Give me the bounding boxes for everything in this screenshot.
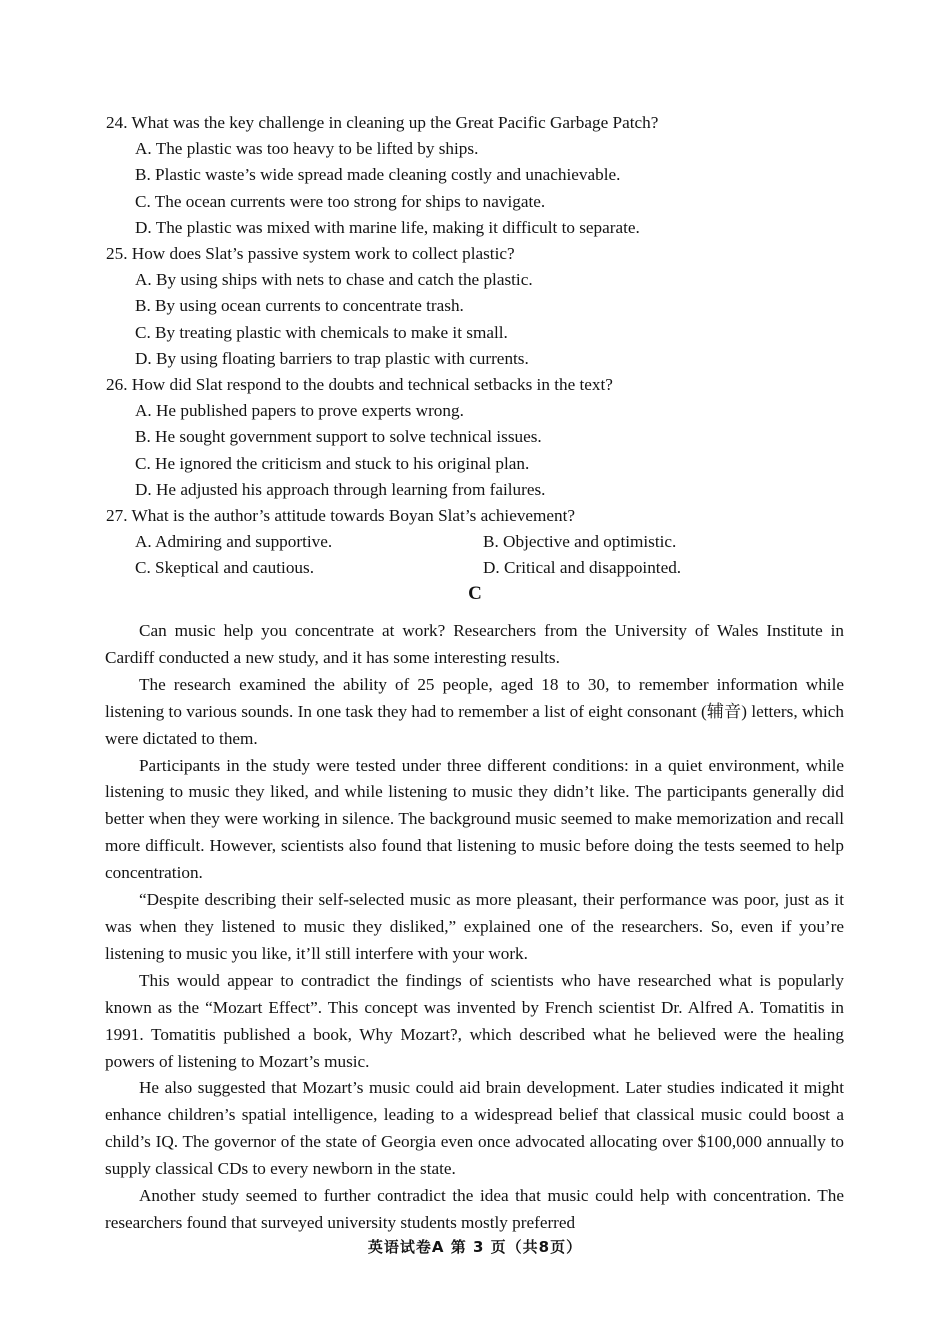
option-b: B. Objective and optimistic. — [483, 532, 677, 552]
option-a: A. Admiring and supportive. — [135, 532, 333, 552]
option-a: A. He published papers to prove experts wrong. — [135, 401, 464, 421]
question-27 — [106, 503, 846, 582]
question-stem: 27. What is the author’s attitude towards Boyan Slat’s achievement? — [106, 506, 576, 526]
option-d: D. By using floating barriers to trap plastic with currents. — [135, 348, 529, 368]
section-title: C — [468, 583, 482, 604]
option-grid — [106, 529, 846, 581]
question-24 — [106, 110, 846, 241]
paragraph: He also suggested that Mozart’s music could aid brain development. Later studies indicated it might enhance children’s spatial intelligence, leading to a widespread belief that classical music could boost a child’s IQ. The governor of the state of Georgia even once advocated allocating over $100,000 annually to supply classical CDs to every newborn in the state. — [105, 1078, 844, 1179]
option-b: B. He sought government support to solve technical issues. — [135, 427, 542, 447]
question-stem: 26. How did Slat respond to the doubts and technical setbacks in the text? — [106, 375, 613, 395]
question-list — [106, 110, 846, 582]
question-25 — [106, 241, 846, 372]
option-a: A. By using ships with nets to chase and catch the plastic. — [135, 270, 533, 290]
option-b: B. By using ocean currents to concentrate trash. — [135, 296, 464, 316]
paragraph: This would appear to contradict the findings of scientists who have researched what is popularly known as the “Mozart Effect”. This concept was invented by French scientist Dr. Alfred A. Tomatitis in 1991. Tomatitis published a book, Why Mozart?, which described what he believed were the healing powers of listening to Mozart’s music. — [105, 970, 844, 1071]
question-stem: 25. How does Slat’s passive system work to collect plastic? — [106, 244, 515, 264]
paragraph: Can music help you concentrate at work? Researchers from the University of Wales Institute in Cardiff conducted a new study, and it has some interesting results. — [105, 621, 844, 667]
reading-passage — [105, 618, 844, 1237]
option-b: B. Plastic waste’s wide spread made cleaning costly and unachievable. — [135, 165, 621, 185]
option-d: D. The plastic was mixed with marine life, making it difficult to separate. — [135, 217, 640, 237]
option-c: C. He ignored the criticism and stuck to his original plan. — [135, 453, 530, 473]
question-stem: 24. What was the key challenge in cleaning up the Great Pacific Garbage Patch? — [106, 113, 659, 132]
option-c: C. By treating plastic with chemicals to make it small. — [135, 322, 508, 342]
page-footer: 英语试卷A 第 3 页（共8页） — [367, 1238, 583, 1256]
paragraph: Another study seemed to further contradict the idea that music could help with concentration. The researchers found that surveyed university students mostly preferred — [105, 1186, 844, 1232]
option-d: D. He adjusted his approach through learning from failures. — [135, 479, 546, 499]
paragraph: Participants in the study were tested under three different conditions: in a quiet environment, while listening to music they liked, and while listening to music they didn’t like. The participants generally did better when they were working in silence. The background music seemed to make memorization and recall more difficult. However, scientists also found that listening to music before doing the tests seemed to help concentration. — [105, 755, 844, 883]
option-c: C. The ocean currents were too strong for ships to navigate. — [135, 191, 546, 211]
question-26 — [106, 372, 846, 503]
paragraph: The research examined the ability of 25 people, aged 18 to 30, to remember information while listening to various sounds. In one task they had to remember a list of eight consonant (辅音) letters, which were dictated to them. — [105, 674, 844, 748]
paragraph: “Despite describing their self-selected music as more pleasant, their performance was poor, just as it was when they listened to music they disliked,” explained one of the researchers. So, even if you’re listening to music you like, it’ll still interfere with your work. — [105, 890, 844, 963]
option-c: C. Skeptical and cautious. — [135, 558, 315, 578]
option-d: D. Critical and disappointed. — [483, 558, 682, 578]
option-a: A. The plastic was too heavy to be lifted by ships. — [135, 139, 479, 159]
